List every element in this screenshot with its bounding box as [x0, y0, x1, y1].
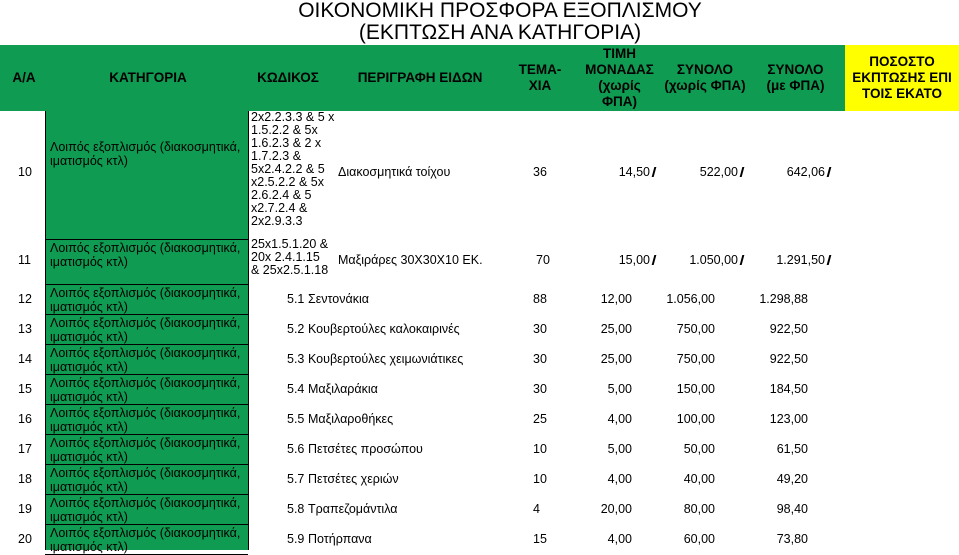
row-number: 13 [18, 322, 32, 336]
item-description: Μαξιλαροθήκες [308, 412, 394, 426]
row-number: 17 [18, 442, 32, 456]
header-discount: ΠΟΣΟΣΤΟ ΕΚΠΤΩΣΗΣ ΕΠΙ ΤΟΙΣ ΕΚΑΤΟ [845, 45, 959, 111]
title-line-1: ΟΙΚΟΝΟΜΙΚΗ ΠΡΟΣΦΟΡΑ ΕΞΟΠΛΙΣΜΟΥ [298, 0, 702, 22]
item-code: 2x2.2.3.3 & 5 x 1.5.2.2 & 5x 1.6.2.3 & 2 x 1.7.2.3 & 5x2.4.2.2 & 5 x2.5.2.2 & 5x 2.6.2.4 & 5 x2.7.2.4 & 2x2.9.3.3 [251, 110, 335, 228]
item-description: Διακοσμητικά τοίχου [338, 165, 451, 179]
item-code: 5.4 [287, 382, 305, 396]
quantity: 30 [533, 322, 547, 336]
row-number: 10 [18, 165, 32, 179]
quantity: 36 [533, 165, 547, 179]
total-without-vat: 1.056,00 [666, 292, 715, 306]
quantity: 30 [533, 382, 547, 396]
header-aa: Α/Α [12, 70, 36, 85]
total-with-vat: 1.298,88 [759, 292, 808, 306]
total-without-vat: 100,00 [676, 412, 715, 426]
quantity: 88 [533, 292, 547, 306]
unit-price: 25,00 [600, 352, 632, 366]
unit-price: 14,50 [618, 165, 650, 179]
item-code: 5.1 [287, 292, 305, 306]
unit-price: 4,00 [607, 532, 632, 546]
column-divider [248, 111, 249, 550]
header-qty: ΤΕΜΑ- ΧΙΑ [518, 62, 562, 93]
item-description: Σεντονάκια [308, 292, 369, 306]
euro-sign-icon [827, 167, 836, 177]
item-code: 5.8 [287, 502, 305, 516]
unit-price: 20,00 [600, 502, 632, 516]
quantity: 10 [533, 472, 547, 486]
item-code: 5.9 [287, 532, 305, 546]
row-number: 14 [18, 352, 32, 366]
category-cell: Λοιπός εξοπλισμός (διακοσμητικά, ιματισμός κτλ) [45, 465, 248, 495]
category-cell: Λοιπός εξοπλισμός (διακοσμητικά, ιματισμός κτλ) [45, 405, 248, 435]
quantity: 4 [533, 502, 540, 516]
row-number: 16 [18, 412, 32, 426]
quantity: 15 [533, 532, 547, 546]
unit-price: 4,00 [607, 412, 632, 426]
item-code: 5.7 [287, 472, 305, 486]
total-with-vat: 61,50 [776, 442, 808, 456]
category-cell: Λοιπός εξοπλισμός (διακοσμητικά, ιματισμός κτλ) [45, 375, 248, 405]
category-cell: Λοιπός εξοπλισμός (διακοσμητικά, ιματισμός κτλ) [45, 240, 248, 285]
item-description: Πετσέτες προσώπου [308, 442, 423, 456]
item-code: 5.5 [287, 412, 305, 426]
row-number: 15 [18, 382, 32, 396]
total-with-vat: 922,50 [769, 322, 808, 336]
header-code: ΚΩΔΙΚΟΣ [257, 70, 319, 85]
header-category: ΚΑΤΗΓΟΡΙΑ [109, 70, 187, 85]
header-total-no-vat: ΣΥΝΟΛΟ (χωρίς ΦΠΑ) [664, 62, 746, 93]
document-title [250, 0, 750, 44]
unit-price: 15,00 [618, 253, 650, 267]
item-description: Πετσέτες χεριών [308, 472, 399, 486]
item-code: 5.6 [287, 442, 305, 456]
total-with-vat: 98,40 [776, 502, 808, 516]
item-description: Μαξιράρες 30Χ30Χ10 ΕΚ. [338, 253, 483, 267]
item-description: Κουβερτούλες καλοκαιρινές [308, 322, 460, 336]
total-without-vat: 40,00 [683, 472, 715, 486]
quantity: 70 [536, 253, 550, 267]
euro-sign-icon [740, 255, 749, 265]
row-number: 19 [18, 502, 32, 516]
total-without-vat: 522,00 [699, 165, 738, 179]
category-cell: Λοιπός εξοπλισμός (διακοσμητικά, ιματισμός κτλ) [45, 525, 248, 555]
unit-price: 25,00 [600, 322, 632, 336]
euro-sign-icon [652, 255, 661, 265]
total-without-vat: 80,00 [683, 502, 715, 516]
category-cell: Λοιπός εξοπλισμός (διακοσμητικά, ιματισμός κτλ) [45, 315, 248, 345]
total-without-vat: 50,00 [683, 442, 715, 456]
quantity: 25 [533, 412, 547, 426]
total-without-vat: 60,00 [683, 532, 715, 546]
table-header [0, 45, 845, 111]
title-line-2: (ΕΚΠΤΩΣΗ ΑΝΑ ΚΑΤΗΓΟΡΙΑ) [358, 21, 642, 44]
row-number: 11 [18, 253, 31, 267]
item-description: Μαξιλαράκια [308, 382, 378, 396]
unit-price: 5,00 [607, 382, 632, 396]
total-with-vat: 123,00 [769, 412, 808, 426]
total-with-vat: 1.291,50 [776, 253, 825, 267]
total-with-vat: 49,20 [776, 472, 808, 486]
euro-sign-icon [652, 167, 661, 177]
item-description: Ποτήρπανα [308, 532, 372, 546]
euro-sign-icon [827, 255, 836, 265]
category-cell: Λοιπός εξοπλισμός (διακοσμητικά, ιματισμός κτλ) [45, 139, 248, 240]
category-cell: Λοιπός εξοπλισμός (διακοσμητικά, ιματισμός κτλ) [45, 495, 248, 525]
header-unit-price: ΤΙΜΗ ΜΟΝΑΔΑΣ (χωρίς ΦΠΑ) [585, 46, 654, 109]
category-cell: Λοιπός εξοπλισμός (διακοσμητικά, ιματισμός κτλ) [45, 345, 248, 375]
total-without-vat: 750,00 [676, 322, 715, 336]
category-cell: Λοιπός εξοπλισμός (διακοσμητικά, ιματισμός κτλ) [45, 435, 248, 465]
unit-price: 4,00 [607, 472, 632, 486]
item-description: Κουβερτούλες χειμωνιάτικες [308, 352, 464, 366]
unit-price: 12,00 [600, 292, 632, 306]
total-with-vat: 73,80 [776, 532, 808, 546]
item-code: 25x1.5.1.20 & 20x 2.4.1.15 & 25x2.5.1.18 [251, 237, 329, 277]
row-number: 20 [18, 532, 32, 546]
item-code: 5.2 [287, 322, 305, 336]
total-with-vat: 184,50 [769, 382, 808, 396]
total-with-vat: 922,50 [769, 352, 808, 366]
quantity: 10 [533, 442, 547, 456]
total-with-vat: 642,06 [786, 165, 825, 179]
item-description: Τραπεζομάντιλα [308, 502, 398, 516]
row-number: 18 [18, 472, 32, 486]
item-code: 5.3 [287, 352, 305, 366]
header-description: ΠΕΡΙΓΡΑΦΗ ΕΙΔΩΝ [357, 70, 483, 85]
quantity: 30 [533, 352, 547, 366]
total-without-vat: 1.050,00 [689, 253, 738, 267]
euro-sign-icon [740, 167, 749, 177]
total-without-vat: 150,00 [676, 382, 715, 396]
total-without-vat: 750,00 [676, 352, 715, 366]
category-cell: Λοιπός εξοπλισμός (διακοσμητικά, ιματισμός κτλ) [45, 285, 248, 315]
row-number: 12 [18, 292, 32, 306]
header-total-vat: ΣΥΝΟΛΟ (με ΦΠΑ) [766, 62, 825, 93]
unit-price: 5,00 [607, 442, 632, 456]
